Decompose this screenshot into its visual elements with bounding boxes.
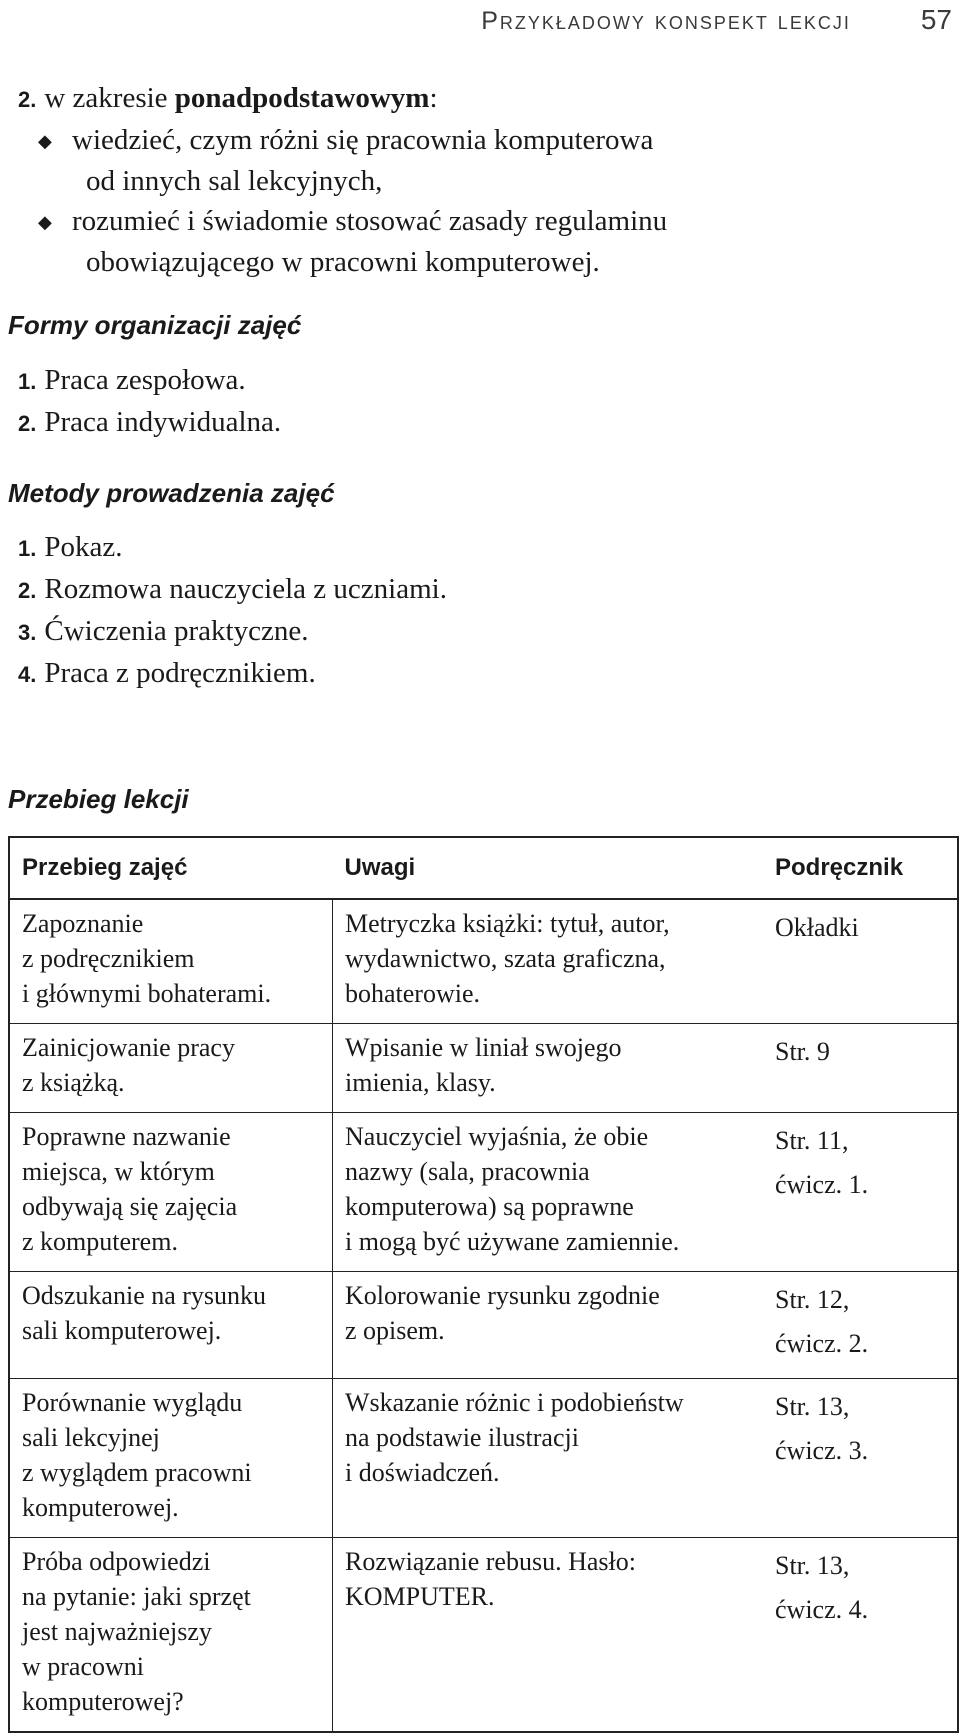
methods-item-text: Ćwiczenia praktyczne. (44, 615, 309, 647)
cell-line: Zapoznanie (22, 909, 144, 938)
cell-line: z opisem. (345, 1316, 445, 1345)
methods-item-num: 1. (18, 536, 37, 561)
diamond-bullet-icon: ◆ (38, 212, 52, 232)
methods-item-text: Rozmowa nauczyciela z uczniami. (44, 573, 447, 605)
methods-item (18, 569, 940, 611)
cell-line: odbywają się zajęcia (22, 1192, 238, 1221)
cell-line: Kolorowanie rysunku zgodnie (345, 1281, 660, 1310)
table-cell-c3 (763, 1024, 958, 1113)
cell-line: Zainicjowanie pracy (22, 1033, 235, 1062)
cell-line: na podstawie ilustracji (345, 1423, 579, 1452)
cell-line: Poprawne nazwanie (22, 1122, 231, 1151)
cell-line: z komputerem. (22, 1227, 178, 1256)
table-row (9, 1379, 958, 1538)
cell-line: nazwy (sala, pracownia (345, 1157, 590, 1186)
cell-line: miejsca, w którym (22, 1157, 215, 1186)
goal-item-continuation: obowiązującego w pracowni komputerowej. (86, 246, 600, 278)
cell-line: sali komputerowej. (22, 1316, 222, 1345)
table-cell-c3 (763, 1272, 958, 1379)
cell-line: ćwicz. 2. (775, 1329, 869, 1358)
cell-line: Str. 12, (775, 1285, 850, 1314)
cell-line: Nauczyciel wyjaśnia, że obie (345, 1122, 649, 1151)
page-number: 57 (920, 4, 952, 35)
cell-line: bohaterowie. (345, 979, 481, 1008)
forms-item-text: Praca indywidualna. (44, 406, 282, 438)
cell-line: Rozwiązanie rebusu. Hasło: (345, 1547, 636, 1576)
goals-extended-num: 2. (18, 87, 37, 112)
goal-item-line: wiedzieć, czym różni się pracownia komputerowa (72, 124, 654, 156)
cell-line: i mogą być używane zamiennie. (345, 1227, 680, 1256)
running-header (481, 4, 952, 36)
cell-line: z wyglądem pracowni (22, 1458, 252, 1487)
table-cell-c2 (333, 1272, 764, 1379)
table-cell-c3 (763, 1113, 958, 1272)
cell-line: i głównymi bohaterami. (22, 979, 272, 1008)
cell-line: Okładki (775, 913, 859, 942)
forms-item-text: Praca zespołowa. (44, 364, 246, 396)
cell-line: na pytanie: jaki sprzęt (22, 1582, 251, 1611)
table-cell-c1 (9, 899, 333, 1024)
cell-line: Str. 13, (775, 1551, 850, 1580)
cell-line: ćwicz. 3. (775, 1436, 869, 1465)
table-header-row (9, 837, 958, 899)
cell-line: z podręcznikiem (22, 944, 195, 973)
cell-line: i doświadczeń. (345, 1458, 500, 1487)
cell-line: komputerowa) są poprawne (345, 1192, 634, 1221)
cell-line: Wskazanie różnic i podobieństw (345, 1388, 684, 1417)
table-cell-c2 (333, 1538, 764, 1733)
forms-item-num: 1. (18, 369, 37, 394)
cell-line: Str. 9 (775, 1037, 830, 1066)
forms-item (18, 402, 940, 444)
table-row (9, 1272, 958, 1379)
methods-item (18, 653, 940, 695)
diamond-bullet-icon: ◆ (38, 131, 52, 151)
table-cell-c3 (763, 1379, 958, 1538)
cell-line: komputerowej. (22, 1493, 179, 1522)
table-row (9, 1024, 958, 1113)
goal-item (18, 120, 940, 161)
cell-line: w pracowni (22, 1652, 145, 1681)
methods-list (18, 527, 940, 695)
forms-list (18, 360, 940, 444)
cell-line: imienia, klasy. (345, 1068, 496, 1097)
table-cell-c2 (333, 899, 764, 1024)
cell-line: jest najważniejszy (22, 1617, 212, 1646)
goals-extended-intro: w zakresie (44, 82, 175, 114)
goals-extended-colon: : (429, 82, 438, 114)
table-cell-c2 (333, 1113, 764, 1272)
cell-line: Str. 13, (775, 1392, 850, 1421)
cell-line: KOMPUTER. (345, 1582, 495, 1611)
methods-item-num: 4. (18, 662, 37, 687)
table-cell-c1 (9, 1272, 333, 1379)
forms-item (18, 360, 940, 402)
cell-line: Wpisanie w liniał swojego (345, 1033, 622, 1062)
course-title: Przebieg lekcji (8, 784, 189, 814)
goal-item (18, 201, 940, 242)
forms-item-num: 2. (18, 411, 37, 436)
table-cell-c3 (763, 899, 958, 1024)
table-body (9, 899, 958, 1732)
methods-item-text: Praca z podręcznikiem. (44, 657, 316, 689)
goals-extended-level: ponadpodstawowym (174, 82, 430, 114)
cell-line: sali lekcyjnej (22, 1423, 160, 1452)
cell-line: Metryczka książki: tytuł, autor, (345, 909, 670, 938)
methods-item (18, 611, 940, 653)
table-row (9, 1538, 958, 1733)
cell-line: Próba odpowiedzi (22, 1547, 211, 1576)
cell-line: Odszukanie na rysunku (22, 1281, 267, 1310)
cell-line: Str. 11, (775, 1126, 849, 1155)
header-cell: Przebieg zajęć (9, 837, 333, 899)
methods-title: Metody prowadzenia zajęć (8, 478, 335, 508)
table-cell-c2 (333, 1024, 764, 1113)
goal-item-continuation: od innych sal lekcyjnych, (86, 165, 383, 197)
cell-line: komputerowej? (22, 1687, 184, 1716)
methods-item-num: 2. (18, 578, 37, 603)
table-cell-c1 (9, 1379, 333, 1538)
header-cell: Uwagi (333, 837, 764, 899)
table-cell-c1 (9, 1024, 333, 1113)
table-cell-c3 (763, 1538, 958, 1733)
goals-extended (18, 78, 940, 282)
cell-line: Porównanie wyglądu (22, 1388, 243, 1417)
table-cell-c1 (9, 1538, 333, 1733)
methods-item-num: 3. (18, 620, 37, 645)
goal-item-line: rozumieć i świadomie stosować zasady regulaminu (72, 205, 668, 237)
methods-item-text: Pokaz. (44, 531, 123, 563)
methods-item (18, 527, 940, 569)
table-cell-c1 (9, 1113, 333, 1272)
table-row (9, 1113, 958, 1272)
table-cell-c2 (333, 1379, 764, 1538)
cell-line: z książką. (22, 1068, 125, 1097)
running-header-title: Przykładowy konspekt lekcji (481, 7, 851, 35)
goals-extended-heading (18, 78, 940, 120)
table-row (9, 899, 958, 1024)
lesson-table (8, 836, 959, 1733)
header-cell: Podręcznik (763, 837, 958, 899)
cell-line: ćwicz. 4. (775, 1595, 869, 1624)
cell-line: wydawnictwo, szata graficzna, (345, 944, 666, 973)
forms-title: Formy organizacji zajęć (8, 310, 302, 340)
cell-line: ćwicz. 1. (775, 1170, 869, 1199)
